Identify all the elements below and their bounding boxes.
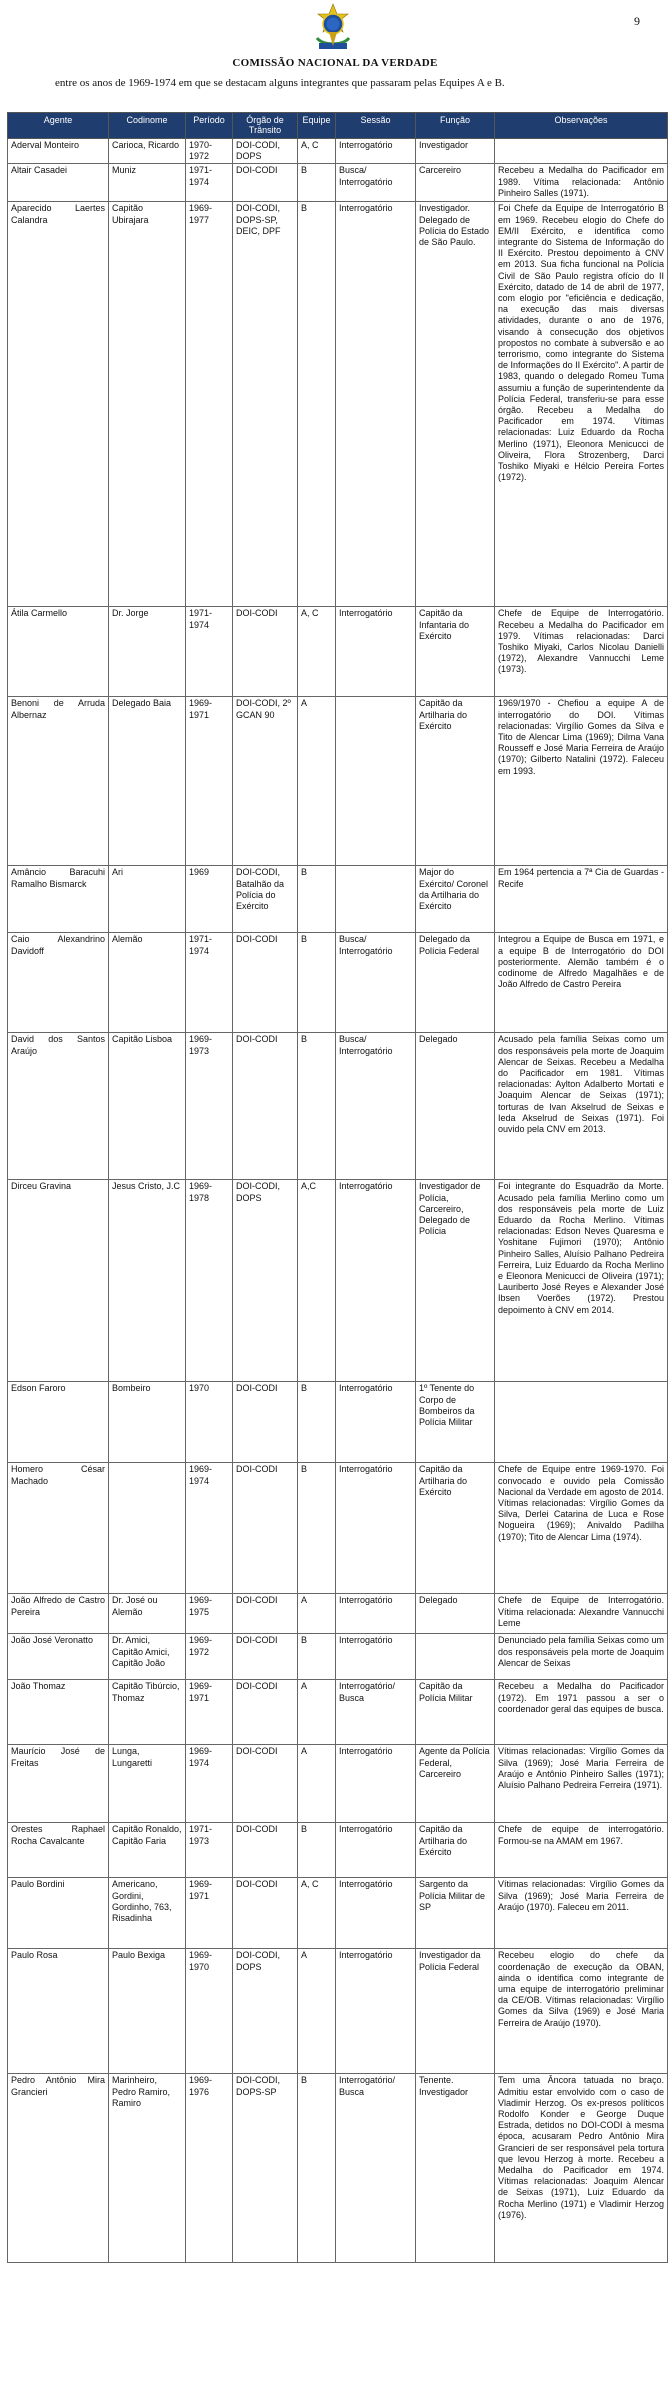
cell-observacoes: 1969/1970 - Chefiou a equipe A de interrogatório do DOI. Vítimas relacionadas: Virgílio Gomes da Silva e Tito de Alencar Lima (1969); Dilma Vana Rousseff e José Maria Ferreira de Araújo (1970); Gilberto Natalini (1972). Faleceu em 1993.: [495, 697, 668, 866]
cell-sessao: Interrogatório: [336, 1878, 416, 1949]
cell-sessao: Interrogatório: [336, 1180, 416, 1382]
cell-agente: João Thomaz: [8, 1680, 109, 1745]
table-row: [8, 933, 668, 1033]
cell-sessao: Interrogatório: [336, 1463, 416, 1594]
cell-observacoes: Chefe de Equipe entre 1969-1970. Foi convocado e ouvido pela Comissão Nacional da Verdade em agosto de 2014. Vítimas relacionadas: Virgílio Gomes da Silva, Derlei Catarina de Luca e Rose Nogueira (1969); Anivaldo Padilha (1970); Tito de Alencar Lima (1974).: [495, 1463, 668, 1594]
cell-equipe: A: [298, 697, 336, 866]
cell-observacoes: Foi Chefe da Equipe de Interrogatório B em 1969. Recebeu elogio do Chefe do EM/II Exército, e identifica como integrante do Sistema de Informação do II Exército. Prestou depoimento à CNV em 2013. Sua ficha funcional na Polícia Civil de São Paulo registra ofício do II Exército, datado de 14 de abril de 1977, com elogio por "eficiência e dedicação, na execução das mais diversas atividades, durante o ano de 1976, visando à consecução dos objetivos propostos no combate à subversão e ao terrorismo, como integrante do Sistema de Informações do II Exército". A partir de 1983, quando o delegado Romeu Tuma assumiu a função de superintendente da Polícia Federal, transferiu-se para esse órgão. Recebeu a Medalha do Pacificador em 1974. Vítimas relacionadas: Luiz Eduardo da Rocha Merlino (1971), Eleonora Menicucci de Oliveira, Flora Strozenberg, Darci Toshiko Miyaki e Hélcio Pereira Fortes (1972).: [495, 202, 668, 607]
cell-codinome: Paulo Bexiga: [109, 1949, 186, 2074]
cell-observacoes: Recebeu a Medalha do Pacificador (1972). Em 1971 passou a ser o coordenador geral das equipes de busca.: [495, 1680, 668, 1745]
cell-equipe: A,C: [298, 1180, 336, 1382]
cell-observacoes: Vítimas relacionadas: Virgílio Gomes da Silva (1969); José Maria Ferreira de Araújo e Antônio Pinheiro Salles (1971); Aluísio Palhano Pedreira Ferreira (1971).: [495, 1745, 668, 1823]
cell-observacoes: Chefe de Equipe de Interrogatório. Recebeu a Medalha do Pacificador em 1979. Vítimas relacionadas: Darci Toshiko Miyaki, Carlos Nicolau Danielli (1972), Alexandre Vannucchi Leme (1973).: [495, 607, 668, 697]
col-header-orgao: Órgão de Trânsito: [233, 113, 298, 139]
coat-of-arms-emblem: [307, 2, 359, 54]
col-header-sessao: Sessão: [336, 113, 416, 139]
cell-orgao: DOI-CODI: [233, 607, 298, 697]
cell-funcao: [416, 1634, 495, 1680]
page-number: 9: [634, 14, 640, 28]
cell-sessao: Interrogatório: [336, 139, 416, 164]
cell-codinome: Ari: [109, 866, 186, 933]
cell-periodo: 1969-1970: [186, 1949, 233, 2074]
cell-periodo: 1969-1971: [186, 697, 233, 866]
table-row: [8, 2074, 668, 2263]
cell-observacoes: Foi integrante do Esquadrão da Morte. Acusado pela família Merlino como um dos responsáveis pela morte de Luiz Eduardo da Rocha Merlino. Vítimas relacionadas: Edson Neves Quaresma e Yoshitane Fujimori (1970); Antônio Pinheiro Salles, Aluísio Palhano Pedreira Ferreira, Luiz Eduardo da Rocha Merlino e Eleonora Menicucci de Oliveira (1971); Lauriberto José Reyes e Alexander José Ibsen Voerões (1972). Prestou depoimento à CNV em 2014.: [495, 1180, 668, 1382]
cell-orgao: DOI-CODI, DOPS: [233, 1180, 298, 1382]
intro-paragraph: entre os anos de 1969-1974 em que se destacam alguns integrantes que passaram pelas Equipes A e B.: [55, 77, 505, 89]
table-row: [8, 1033, 668, 1180]
cell-periodo: 1969-1974: [186, 1463, 233, 1594]
cell-agente: João Alfredo de Castro Pereira: [8, 1594, 109, 1634]
cell-orgao: DOI-CODI: [233, 1878, 298, 1949]
cell-funcao: Major do Exército/ Coronel da Artilharia do Exército: [416, 866, 495, 933]
cell-codinome: Dr. Jorge: [109, 607, 186, 697]
cell-observacoes: Chefe de Equipe de Interrogatório. Vítima relacionada: Alexandre Vannucchi Leme: [495, 1594, 668, 1634]
cell-agente: Amâncio Baracuhi Ramalho Bismarck: [8, 866, 109, 933]
table-row: [8, 1878, 668, 1949]
cell-codinome: Dr. José ou Alemão: [109, 1594, 186, 1634]
cell-sessao: Busca/ Interrogatório: [336, 164, 416, 202]
cell-orgao: DOI-CODI, DOPS-SP, DEIC, DPF: [233, 202, 298, 607]
cell-sessao: Interrogatório: [336, 202, 416, 607]
cell-agente: Edson Faroro: [8, 1382, 109, 1463]
table-row: [8, 1745, 668, 1823]
cell-orgao: DOI-CODI, Batalhão da Polícia do Exército: [233, 866, 298, 933]
cell-codinome: [109, 1463, 186, 1594]
cell-periodo: 1969-1972: [186, 1634, 233, 1680]
table-row: [8, 1680, 668, 1745]
cell-observacoes: Chefe de equipe de interrogatório. Formou-se na AMAM em 1967.: [495, 1823, 668, 1878]
cell-equipe: B: [298, 1033, 336, 1180]
cell-agente: Homero César Machado: [8, 1463, 109, 1594]
cell-sessao: Interrogatório/ Busca: [336, 1680, 416, 1745]
cell-observacoes: [495, 1382, 668, 1463]
cell-funcao: Carcereiro: [416, 164, 495, 202]
cell-funcao: Investigador de Polícia, Carcereiro, Delegado de Polícia: [416, 1180, 495, 1382]
cell-codinome: Alemão: [109, 933, 186, 1033]
table-row: [8, 697, 668, 866]
cell-equipe: B: [298, 1463, 336, 1594]
cell-orgao: DOI-CODI: [233, 164, 298, 202]
cell-funcao: 1º Tenente do Corpo de Bombeiros da Polícia Militar: [416, 1382, 495, 1463]
cell-periodo: 1969: [186, 866, 233, 933]
cell-equipe: A, C: [298, 1878, 336, 1949]
table-row: [8, 202, 668, 607]
table-row: [8, 1463, 668, 1594]
cell-agente: Aparecido Laertes Calandra: [8, 202, 109, 607]
cell-orgao: DOI-CODI: [233, 1382, 298, 1463]
cell-orgao: DOI-CODI, DOPS: [233, 1949, 298, 2074]
cell-orgao: DOI-CODI: [233, 1823, 298, 1878]
cell-observacoes: Integrou a Equipe de Busca em 1971, e a equipe B de Interrogatório do DOI posteriormente. Alemão também é o codinome de Alfredo Magalhães e de João Alfredo de Castro Pereira: [495, 933, 668, 1033]
cell-agente: Maurício José de Freitas: [8, 1745, 109, 1823]
table-row: [8, 866, 668, 933]
cell-observacoes: Acusado pela família Seixas como um dos responsáveis pela morte de Joaquim Alencar de Seixas. Recebeu a Medalha do Pacificador em 1981. Vítimas relacionadas: Aylton Adalberto Mortati e Joaquim Alencar de Seixas (1971); torturas de Ivan Akselrud de Seixas e Ieda Akselrud de Seixas (1971). Foi ouvido pela CNV em 2013.: [495, 1033, 668, 1180]
cell-sessao: Busca/ Interrogatório: [336, 933, 416, 1033]
cell-observacoes: Recebeu elogio do chefe da coordenação de execução da OBAN, ainda o identifica como integrante de uma equipe de interrogatório preliminar da CE/OB. Vítimas relacionadas: Virgílio Gomes da Silva (1969) e José Maria Ferreira de Araújo (1970).: [495, 1949, 668, 2074]
cell-codinome: Capitão Lisboa: [109, 1033, 186, 1180]
cell-equipe: A: [298, 1745, 336, 1823]
cell-equipe: B: [298, 2074, 336, 2263]
cell-funcao: Capitão da Artilharia do Exército: [416, 1463, 495, 1594]
cell-sessao: Busca/ Interrogatório: [336, 1033, 416, 1180]
cell-equipe: B: [298, 1382, 336, 1463]
cell-orgao: DOI-CODI: [233, 1745, 298, 1823]
cell-periodo: 1969-1974: [186, 1745, 233, 1823]
table-row: [8, 164, 668, 202]
cell-agente: João José Veronatto: [8, 1634, 109, 1680]
cell-funcao: Capitão da Polícia Militar: [416, 1680, 495, 1745]
cell-codinome: Delegado Baia: [109, 697, 186, 866]
cell-codinome: Capitão Tibúrcio, Thomaz: [109, 1680, 186, 1745]
cell-codinome: Capitão Ubirajara: [109, 202, 186, 607]
cell-funcao: Delegado da Polícia Federal: [416, 933, 495, 1033]
cell-periodo: 1969-1971: [186, 1680, 233, 1745]
cell-sessao: Interrogatório: [336, 1634, 416, 1680]
cell-orgao: DOI-CODI: [233, 1463, 298, 1594]
table-row: [8, 1382, 668, 1463]
cell-equipe: A, C: [298, 139, 336, 164]
cell-funcao: Investigador. Delegado de Polícia do Estado de São Paulo.: [416, 202, 495, 607]
cell-funcao: Capitão da Artilharia do Exército: [416, 1823, 495, 1878]
cell-agente: Orestes Raphael Rocha Cavalcante: [8, 1823, 109, 1878]
col-header-equipe: Equipe: [298, 113, 336, 139]
table-header-row: [8, 113, 668, 139]
cell-observacoes: Em 1964 pertencia a 7ª Cia de Guardas - Recife: [495, 866, 668, 933]
cell-periodo: 1969-1978: [186, 1180, 233, 1382]
cell-orgao: DOI-CODI, DOPS: [233, 139, 298, 164]
cell-funcao: Investigador da Polícia Federal: [416, 1949, 495, 2074]
cell-agente: Aderval Monteiro: [8, 139, 109, 164]
cell-equipe: A: [298, 1680, 336, 1745]
cell-funcao: Delegado: [416, 1033, 495, 1180]
cell-periodo: 1970: [186, 1382, 233, 1463]
table-row: [8, 1949, 668, 2074]
cell-periodo: 1971-1973: [186, 1823, 233, 1878]
cell-periodo: 1971-1974: [186, 164, 233, 202]
cell-periodo: 1969-1975: [186, 1594, 233, 1634]
table-row: [8, 607, 668, 697]
cell-sessao: Interrogatório: [336, 1823, 416, 1878]
cell-funcao: Tenente. Investigador: [416, 2074, 495, 2263]
cell-sessao: [336, 866, 416, 933]
cell-periodo: 1969-1971: [186, 1878, 233, 1949]
cell-equipe: A, C: [298, 607, 336, 697]
cell-orgao: DOI-CODI: [233, 1594, 298, 1634]
table-row: [8, 1594, 668, 1634]
cell-observacoes: [495, 139, 668, 164]
cell-orgao: DOI-CODI: [233, 933, 298, 1033]
cell-equipe: B: [298, 1823, 336, 1878]
cell-codinome: Marinheiro, Pedro Ramiro, Ramiro: [109, 2074, 186, 2263]
cell-equipe: A: [298, 1594, 336, 1634]
cell-orgao: DOI-CODI: [233, 1680, 298, 1745]
cell-agente: Pedro Antônio Mira Grancieri: [8, 2074, 109, 2263]
cell-codinome: Lunga, Lungaretti: [109, 1745, 186, 1823]
cell-codinome: Capitão Ronaldo, Capitão Faria: [109, 1823, 186, 1878]
cell-observacoes: Denunciado pela família Seixas como um dos responsáveis pela morte de Joaquim Alencar de Seixas: [495, 1634, 668, 1680]
cell-sessao: Interrogatório: [336, 1745, 416, 1823]
cell-codinome: Carioca, Ricardo: [109, 139, 186, 164]
cell-agente: Benoni de Arruda Albernaz: [8, 697, 109, 866]
cell-funcao: Sargento da Polícia Militar de SP: [416, 1878, 495, 1949]
cell-observacoes: Tem uma Âncora tatuada no braço. Admitiu estar envolvido com o caso de Vladimir Herzog. Os ex-presos políticos Rodolfo Konder e George Duque Estrada, detidos no DOI-CODI à mesma época, acusaram Pedro Antônio Mira Grancieri de ser responsável pela tortura que levou Herzog à morte. Recebeu a Medalha do Pacificador em 1974. Vítimas relacionadas: Joaquim Alencar de Seixas (1971), Luiz Eduardo da Rocha Merlino (1971) e Vladimir Herzog (1976).: [495, 2074, 668, 2263]
cell-equipe: A: [298, 1949, 336, 2074]
table-row: [8, 1823, 668, 1878]
cell-sessao: Interrogatório: [336, 1594, 416, 1634]
cell-sessao: Interrogatório: [336, 1949, 416, 2074]
cell-equipe: B: [298, 933, 336, 1033]
cell-equipe: B: [298, 1634, 336, 1680]
cell-equipe: B: [298, 164, 336, 202]
col-header-periodo: Período: [186, 113, 233, 139]
cell-periodo: 1971-1974: [186, 607, 233, 697]
cell-agente: Átila Carmello: [8, 607, 109, 697]
cell-equipe: B: [298, 202, 336, 607]
cell-observacoes: Recebeu a Medalha do Pacificador em 1989. Vítima relacionada: Antônio Pinheiro Salles (1971).: [495, 164, 668, 202]
col-header-codinome: Codinome: [109, 113, 186, 139]
cell-funcao: Investigador: [416, 139, 495, 164]
cell-codinome: Dr. Amici, Capitão Amici, Capitão João: [109, 1634, 186, 1680]
cell-codinome: Bombeiro: [109, 1382, 186, 1463]
cell-funcao: Capitão da Infantaria do Exército: [416, 607, 495, 697]
col-header-agente: Agente: [8, 113, 109, 139]
cell-orgao: DOI-CODI, DOPS-SP: [233, 2074, 298, 2263]
cell-sessao: Interrogatório: [336, 1382, 416, 1463]
cell-funcao: Capitão da Artilharia do Exército: [416, 697, 495, 866]
cell-periodo: 1970-1972: [186, 139, 233, 164]
cell-codinome: Jesus Cristo, J.C: [109, 1180, 186, 1382]
cell-orgao: DOI-CODI, 2º GCAN 90: [233, 697, 298, 866]
cell-funcao: Delegado: [416, 1594, 495, 1634]
cell-agente: Caio Alexandrino Davidoff: [8, 933, 109, 1033]
cell-agente: David dos Santos Araújo: [8, 1033, 109, 1180]
cell-agente: Paulo Bordini: [8, 1878, 109, 1949]
cell-orgao: DOI-CODI: [233, 1634, 298, 1680]
cell-sessao: [336, 697, 416, 866]
cell-periodo: 1969-1977: [186, 202, 233, 607]
cell-funcao: Agente da Polícia Federal, Carcereiro: [416, 1745, 495, 1823]
cell-agente: Paulo Rosa: [8, 1949, 109, 2074]
cell-observacoes: Vítimas relacionadas: Virgílio Gomes da Silva (1969); José Maria Ferreira de Araújo (1970). Faleceu em 2011.: [495, 1878, 668, 1949]
table-row: [8, 1634, 668, 1680]
col-header-observacoes: Observações: [495, 113, 668, 139]
agents-table: [7, 112, 668, 2263]
cell-equipe: B: [298, 866, 336, 933]
col-header-funcao: Função: [416, 113, 495, 139]
cell-sessao: Interrogatório: [336, 607, 416, 697]
cell-agente: Altair Casadei: [8, 164, 109, 202]
cell-agente: Dirceu Gravina: [8, 1180, 109, 1382]
table-row: [8, 1180, 668, 1382]
cell-periodo: 1969-1976: [186, 2074, 233, 2263]
commission-title: COMISSÃO NACIONAL DA VERDADE: [232, 57, 438, 69]
cell-orgao: DOI-CODI: [233, 1033, 298, 1180]
table-row: [8, 139, 668, 164]
cell-periodo: 1971-1974: [186, 933, 233, 1033]
cell-codinome: Americano, Gordini, Gordinho, 763, Risadinha: [109, 1878, 186, 1949]
cell-codinome: Muniz: [109, 164, 186, 202]
cell-sessao: Interrogatório/ Busca: [336, 2074, 416, 2263]
cell-periodo: 1969-1973: [186, 1033, 233, 1180]
